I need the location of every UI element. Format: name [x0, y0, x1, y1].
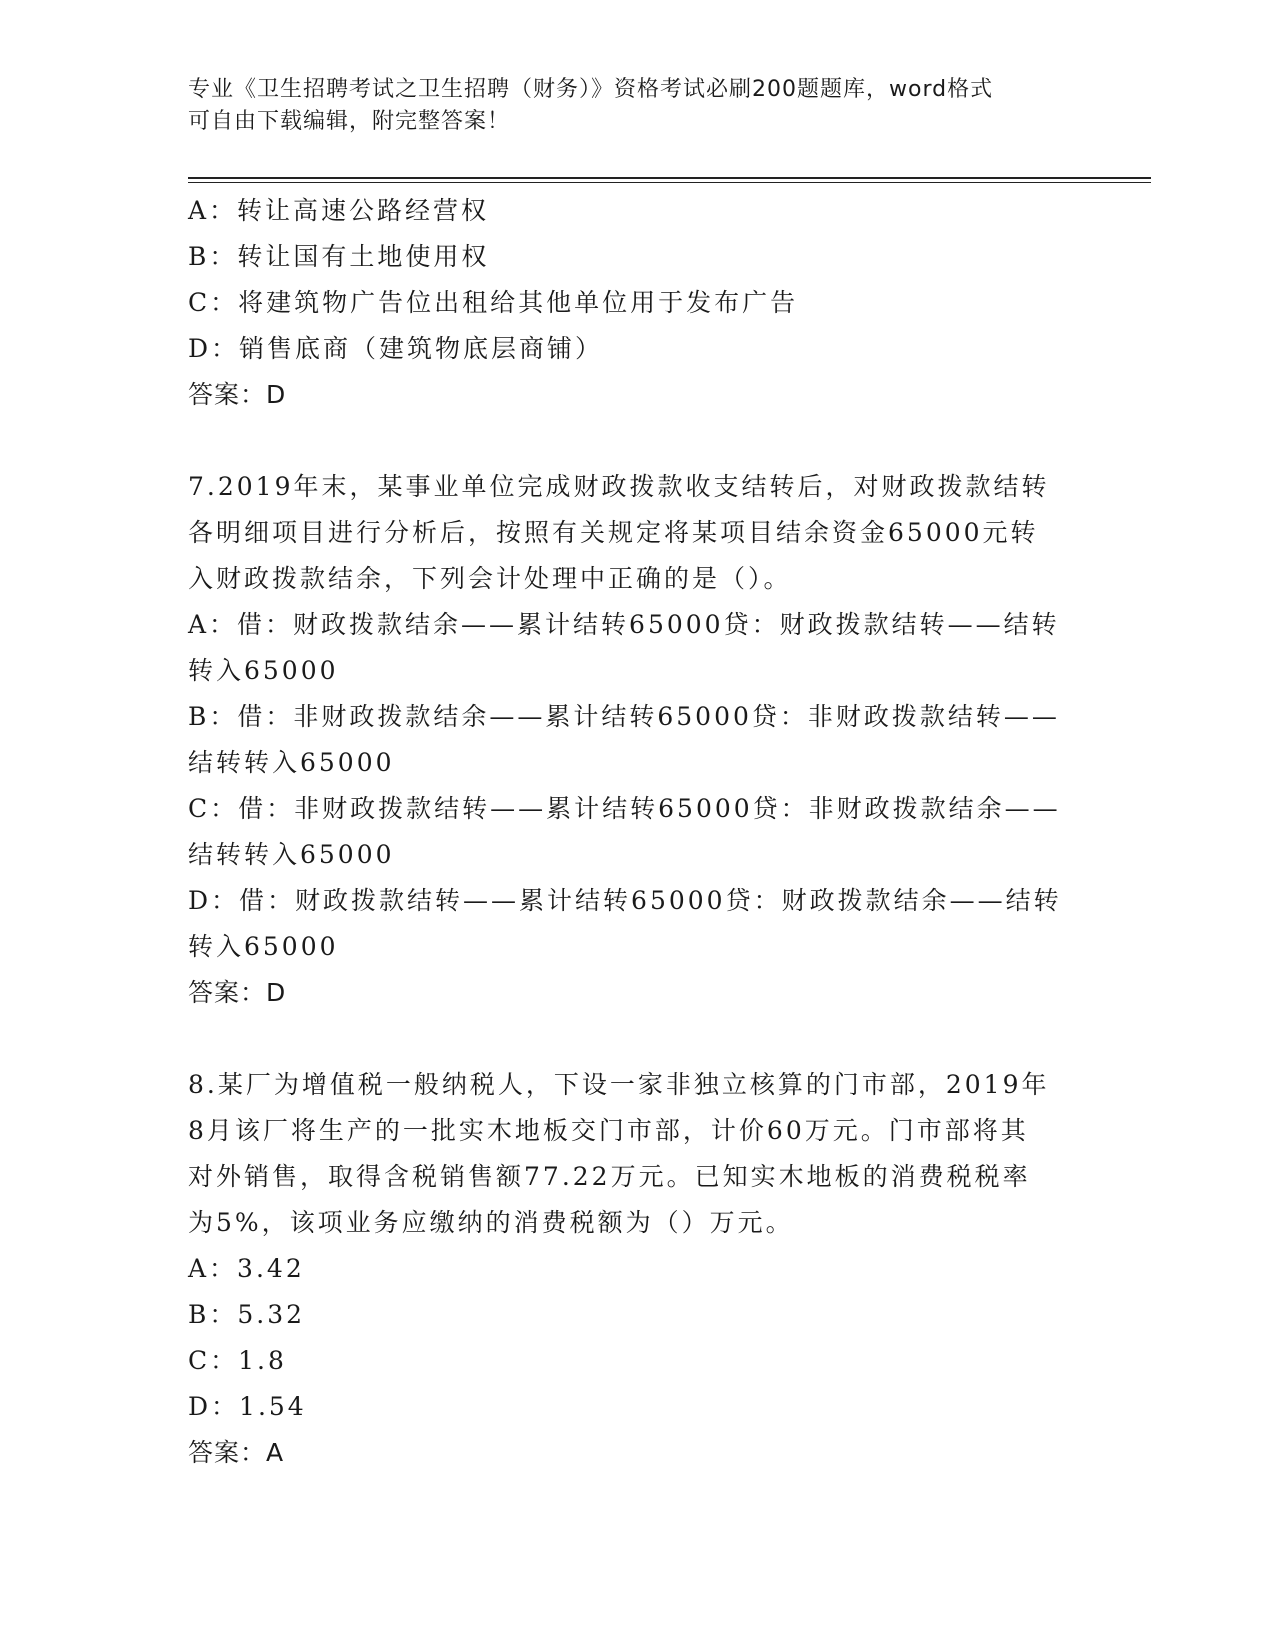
q7-option-c-line-2: 结转转入65000: [188, 840, 395, 869]
header-divider-thick: [188, 177, 1151, 179]
header-line-2: 可自由下载编辑，附完整答案！: [188, 109, 511, 134]
q7-stem-line-2: 各明细项目进行分析后，按照有关规定将某项目结余资金65000元转: [188, 518, 1039, 547]
q7-stem-line-1: 7.2019年末，某事业单位完成财政拨款收支结转后，对财政拨款结转: [188, 472, 1050, 501]
q8-answer: 答案：A: [188, 1438, 285, 1467]
q8-stem-line-1: 8.某厂为增值税一般纳税人，下设一家非独立核算的门市部，2019年: [188, 1070, 1050, 1099]
q7-answer: 答案：D: [188, 978, 287, 1007]
question-content: [188, 188, 1068, 1476]
q8-option-a: A：3.42: [188, 1254, 305, 1283]
q7-option-a-line-1: A：借：财政拨款结余——累计结转65000贷：财政拨款结转——结转: [188, 610, 1060, 639]
q7-option-d-line-2: 转入65000: [188, 932, 339, 961]
header-line-1: 专业《卫生招聘考试之卫生招聘（财务）》资格考试必刷200题题库，word格式: [188, 77, 994, 102]
q8-stem-line-2: 8月该厂将生产的一批实木地板交门市部，计价60万元。门市部将其: [188, 1116, 1029, 1145]
header-divider-thin: [188, 182, 1151, 183]
question-spacer: [188, 418, 1068, 464]
q6-option-c: C：将建筑物广告位出租给其他单位用于发布广告: [188, 288, 799, 317]
q6-option-d: D：销售底商（建筑物底层商铺）: [188, 334, 604, 363]
q7-option-a-line-2: 转入65000: [188, 656, 339, 685]
q7-stem-line-3: 入财政拨款结余，下列会计处理中正确的是（）。: [188, 564, 792, 593]
q7-option-d-line-1: D：借：财政拨款结转——累计结转65000贷：财政拨款结余——结转: [188, 886, 1062, 915]
q8-option-b: B：5.32: [188, 1300, 306, 1329]
q6-option-b: B：转让国有土地使用权: [188, 242, 490, 271]
q8-option-c: C：1.8: [188, 1346, 287, 1375]
q8-stem-line-3: 对外销售，取得含税销售额77.22万元。已知实木地板的消费税税率: [188, 1162, 1031, 1191]
q6-answer: 答案：D: [188, 380, 287, 409]
document-header: [188, 74, 1068, 138]
q7-option-b-line-1: B：借：非财政拨款结余——累计结转65000贷：非财政拨款结转——: [188, 702, 1060, 731]
q8-stem-line-4: 为5%，该项业务应缴纳的消费税额为（）万元。: [188, 1208, 794, 1237]
question-spacer: [188, 1016, 1068, 1062]
q8-option-d: D：1.54: [188, 1392, 307, 1421]
q7-option-c-line-1: C：借：非财政拨款结转——累计结转65000贷：非财政拨款结余——: [188, 794, 1061, 823]
q6-option-a: A：转让高速公路经营权: [188, 196, 490, 225]
q7-option-b-line-2: 结转转入65000: [188, 748, 395, 777]
